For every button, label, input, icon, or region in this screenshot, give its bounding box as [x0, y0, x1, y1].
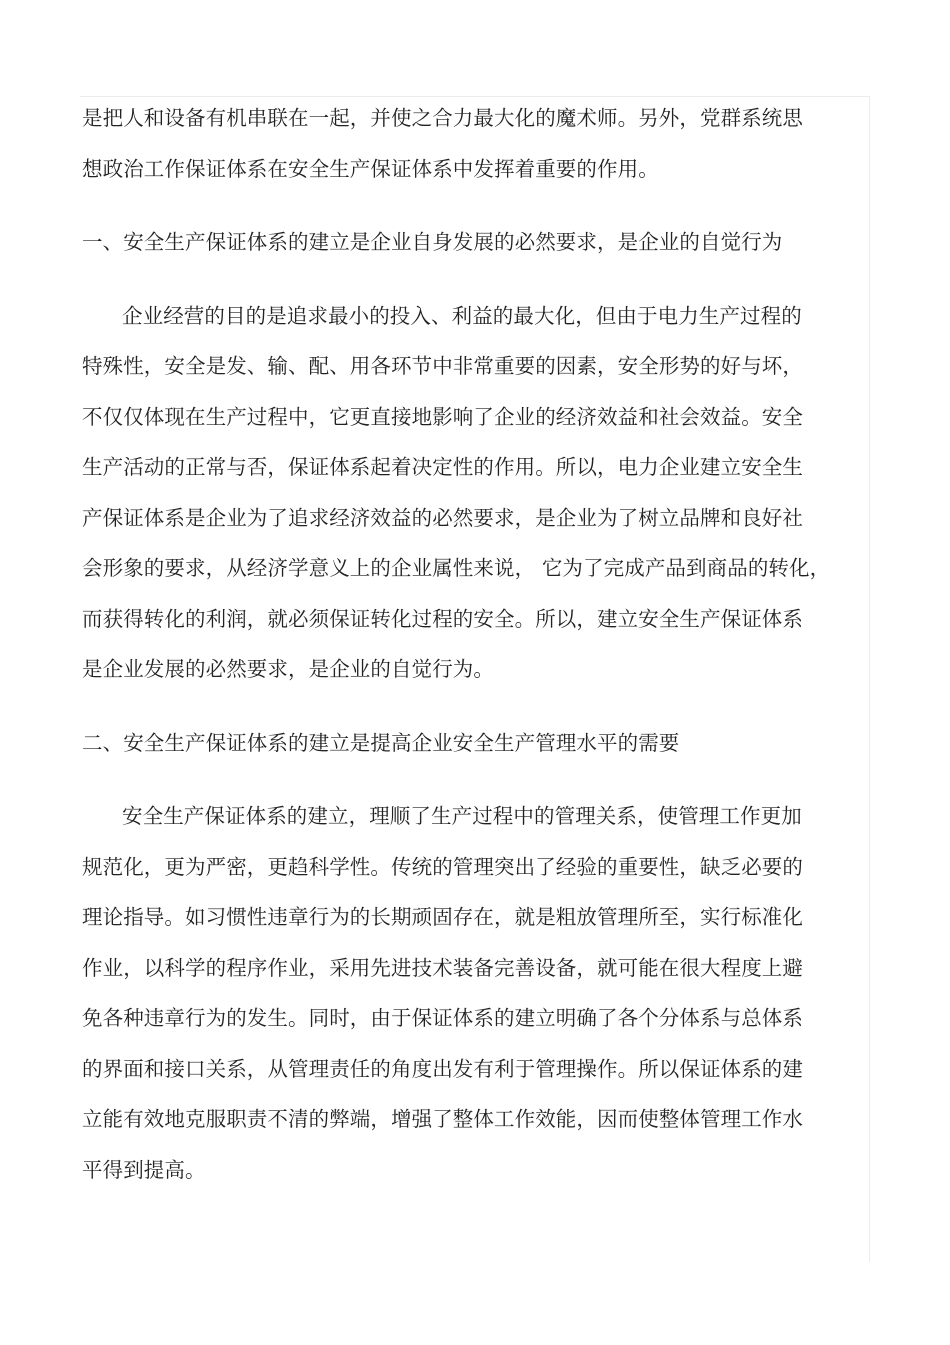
- paragraph-gap: [82, 774, 842, 797]
- text-line: 企业经营的目的是追求最小的投入、利益的最大化，但由于电力生产过程的: [122, 303, 802, 328]
- page-top-border: [80, 96, 870, 97]
- paragraph-gap: [82, 701, 842, 724]
- text-line: 理论指导。如习惯性违章行为的长期顽固存在，就是粗放管理所至，实行标准化: [82, 905, 803, 929]
- text-line: 安全生产保证体系的建立，理顺了生产过程中的管理关系，使管理工作更加: [122, 804, 802, 828]
- section-heading: 二、安全生产保证体系的建立是提高企业安全生产管理水平的需要: [82, 730, 680, 755]
- text-line: 会形象的要求，从经济学意义上的企业属性来说， 它为了完成产品到商品的转化，: [82, 556, 831, 580]
- section-heading: 一、安全生产保证体系的建立是企业自身发展的必然要求，是企业的自觉行为: [82, 230, 783, 254]
- text-line: 产保证体系是企业为了追求经济效益的必然要求，是企业为了树立品牌和良好社: [82, 505, 803, 530]
- document-body: [82, 99, 842, 1201]
- text-line: 立能有效地克服职责不清的弊端，增强了整体工作效能，因而使整体管理工作水: [82, 1107, 803, 1131]
- text-line: 是把人和设备有机串联在一起，并使之合力最大化的魔术师。另外，党群系统思: [82, 106, 803, 130]
- text-line: 而获得转化的利润，就必须保证转化过程的安全。所以，建立安全生产保证体系: [82, 606, 803, 631]
- text-line: 不仅仅体现在生产过程中，它更直接地影响了企业的经济效益和社会效益。安全: [82, 404, 803, 429]
- text-line: 是企业发展的必然要求，是企业的自觉行为。: [82, 657, 494, 681]
- paragraph-gap: [82, 274, 842, 297]
- text-line: 平得到提高。: [82, 1157, 206, 1182]
- text-line: 的界面和接口关系，从管理责任的角度出发有利于管理操作。所以保证体系的建: [82, 1056, 803, 1081]
- text-line: 免各种违章行为的发生。同时，由于保证体系的建立明确了各个分体系与总体系: [82, 1006, 803, 1030]
- text-line: 特殊性，安全是发、输、配、用各环节中非常重要的因素，安全形势的好与坏，: [82, 354, 803, 378]
- text-line: 规范化，更为严密，更趋科学性。传统的管理突出了经验的重要性，缺乏必要的: [82, 854, 803, 879]
- text-line: 生产活动的正常与否，保证体系起着决定性的作用。所以，电力企业建立安全生: [82, 455, 803, 479]
- text-line: 想政治工作保证体系在安全生产保证体系中发挥着重要的作用。: [82, 156, 659, 181]
- paragraph-gap: [82, 200, 842, 223]
- text-line: 作业，以科学的程序作业，采用先进技术装备完善设备，就可能在很大程度上避: [82, 955, 803, 980]
- page-right-border: [869, 96, 870, 1262]
